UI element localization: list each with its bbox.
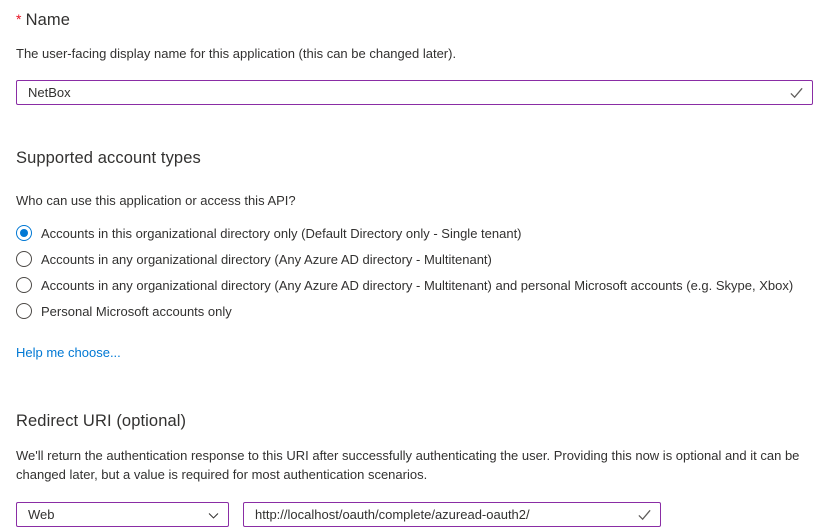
radio-option-multitenant-personal[interactable] [16,272,813,298]
account-types-section [16,149,813,362]
name-section [16,11,813,105]
radio-button-icon[interactable] [16,277,32,293]
redirect-uri-input-wrap [243,502,661,527]
radio-option-label: Accounts in any organizational directory (Any Azure AD directory - Multitenant) [41,251,492,267]
radio-option-personal-only[interactable] [16,298,813,324]
help-me-choose-link[interactable]: Help me choose... [16,345,121,360]
radio-option-label: Personal Microsoft accounts only [41,303,232,319]
check-icon [789,85,804,100]
name-input[interactable] [16,80,813,105]
required-asterisk: * [16,11,22,27]
radio-button-icon[interactable] [16,225,32,241]
radio-option-single-tenant[interactable] [16,220,813,246]
radio-option-label: Accounts in any organizational directory (Any Azure AD directory - Multitenant) and personal Microsoft accounts (e.g. Skype, Xbox) [41,277,794,293]
name-input-wrap [16,80,813,105]
name-section-title [16,11,813,30]
radio-button-icon[interactable] [16,303,32,319]
platform-select-value: Web [28,507,55,522]
radio-button-icon[interactable] [16,251,32,267]
radio-option-multitenant[interactable] [16,246,813,272]
name-title-text: Name [25,11,70,29]
check-icon [637,507,652,522]
redirect-uri-description: We'll return the authentication response to this URI after successfully authenticating the user. Providing this now is optional and it can be changed later, but a value is required for most authentication scenarios. [16,448,800,482]
account-types-radio-group [16,220,813,324]
redirect-uri-section [16,412,813,527]
redirect-uri-row [16,502,813,527]
redirect-uri-title: Redirect URI (optional) [16,412,187,430]
name-description: The user-facing display name for this application (this can be changed later). [16,46,457,61]
redirect-uri-input[interactable] [243,502,661,527]
account-types-question: Who can use this application or access this API? [16,193,296,208]
radio-option-label: Accounts in this organizational directory only (Default Directory only - Single tenant) [41,225,522,241]
account-types-title: Supported account types [16,149,201,167]
platform-select[interactable] [16,502,229,527]
